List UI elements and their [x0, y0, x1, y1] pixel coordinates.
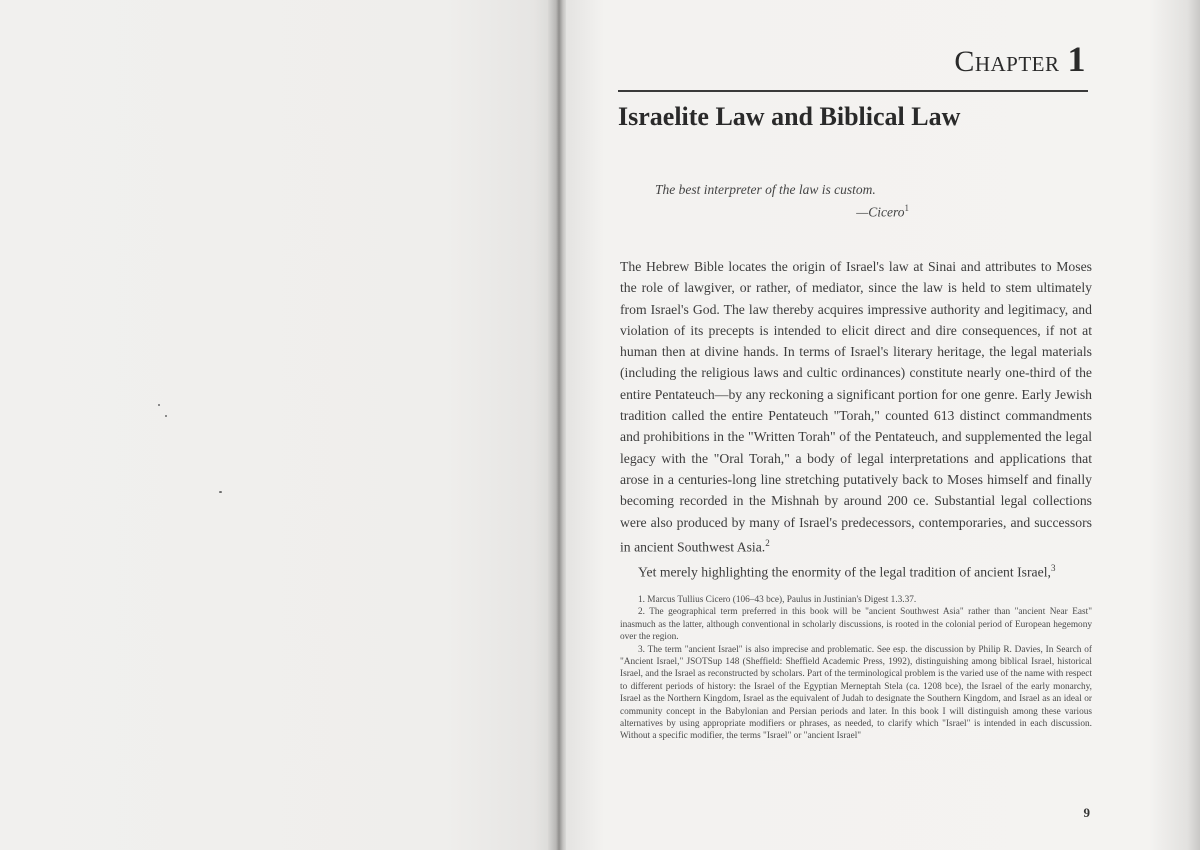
- footnote-ref-2: 2: [765, 537, 770, 548]
- body-paragraph-text: Yet merely highlighting the enormity of the legal tradition of ancient Israel,: [638, 564, 1051, 580]
- epigraph-quote: The best interpreter of the law is custom.: [655, 182, 876, 197]
- page-speck: [165, 415, 167, 417]
- chapter-number: 1: [1067, 39, 1086, 79]
- page-number: 9: [1083, 805, 1090, 820]
- chapter-title: Israelite Law and Biblical Law: [618, 102, 961, 131]
- body-text: [620, 256, 1092, 583]
- footnotes: [620, 594, 1092, 743]
- epigraph: [655, 181, 915, 222]
- page-speck: [219, 491, 222, 493]
- footnote-3: 3. The term "ancient Israel" is also imprecise and problematic. See esp. the discussion by Philip R. Davies, In Search of "Ancient Israel," JSOTSup 148 (Sheffield: Sheffield Academic Press, 1992), distinguishing among biblical Israel, historical Israel, and the Israel as reconstructed by scholars. Part of the terminological problem is the varied use of the name with respect to different periods of history: the Israel of the Egyptian Merneptah Stela (ca. 1208 bce), the Israel of the early monarchy, Israel as the Northern Kingdom, Israel as the equivalent of Judah to designate the Southern Kingdom, and Israel as an ideal or community concept in the Babylonian and Persian periods and later. In this book I will distinguish among these various alternatives by using appropriate modifiers or phrases, as needed, to clarify which "Israel" is intended in each discussion. Without a specific modifier, the terms "Israel" or "ancient Israel": [620, 644, 1092, 742]
- epigraph-attribution: [655, 199, 915, 222]
- chapter-rule: [618, 90, 1088, 92]
- epigraph-author: —Cicero: [856, 204, 905, 220]
- chapter-word: Chapter: [954, 45, 1060, 78]
- book-gutter: [548, 0, 568, 850]
- footnote-2: 2. The geographical term preferred in this book will be "ancient Southwest Asia" rather than "ancient Near East" inasmuch as the latter, although conventional in scholarly discussions, is rooted in the colonial period of European hegemony over the region.: [620, 607, 1092, 643]
- body-paragraph: [620, 558, 1092, 583]
- body-paragraph-text: The Hebrew Bible locates the origin of Israel's law at Sinai and attributes to Moses the role of lawgiver, or rather, of mediator, since the law is held to stem ultimately from Israel's God. The law thereby acquires impressive authority and legitimacy, and violation of its precepts is intended to elicit direct and dire consequences, if not at human then at divine hands. In terms of Israel's literary heritage, the legal materials (including the religious laws and cultic ordinances) constitute nearly one-third of the entire Pentateuch—by any reckoning a significant portion for one genre. Early Jewish tradition called the entire Pentateuch "Torah," counted 613 distinct commandments and prohibitions in the "Written Torah" of the Pentateuch, and supplemented the legal legacy with the "Oral Torah," a body of legal interpretations and applications that arose in a centuries-long line stretching putatively back to Moses himself and finally becoming recorded in the Mishnah by around 200 ce. Substantial legal collections were also produced by many of Israel's predecessors, contemporaries, and successors in ancient Southwest Asia.: [620, 259, 1092, 555]
- body-paragraph: [620, 256, 1092, 558]
- page-speck: [158, 404, 160, 406]
- chapter-label: [954, 38, 1086, 80]
- footnote-ref-3: 3: [1050, 562, 1056, 573]
- footnote-ref-1: 1: [904, 203, 909, 213]
- left-page: [0, 0, 556, 850]
- footnote-1: 1. Marcus Tullius Cicero (106–43 bce), Paulus in Justinian's Digest 1.3.37.: [638, 595, 917, 605]
